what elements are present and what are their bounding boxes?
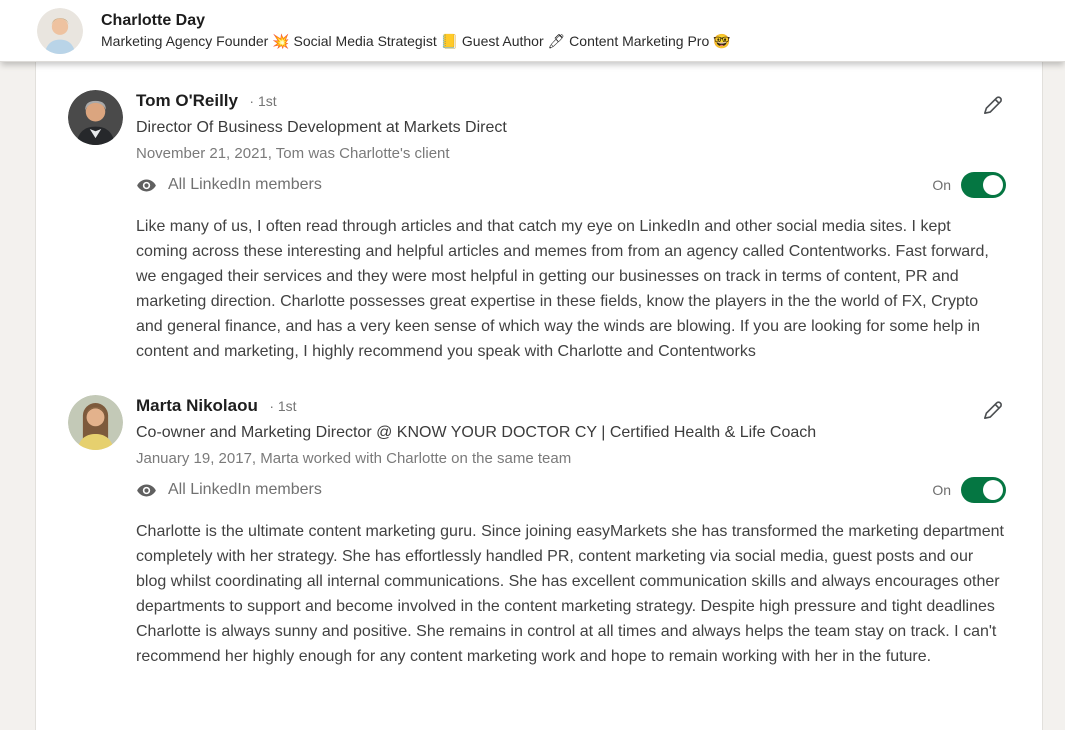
charlotte-avatar[interactable] xyxy=(37,8,83,54)
sticky-profile-header[interactable] xyxy=(0,0,1065,62)
recommender-info xyxy=(136,90,507,163)
eye-icon xyxy=(136,480,157,501)
toggle-knob xyxy=(983,480,1003,500)
charlotte-avatar-image xyxy=(37,8,83,54)
pencil-icon xyxy=(981,399,1004,422)
visibility-toggle[interactable] xyxy=(961,477,1006,503)
tom-avatar-image xyxy=(68,90,123,145)
recommendation-context: January 19, 2017, Marta worked with Charlotte on the same team xyxy=(136,450,572,467)
recommender-name[interactable]: Tom O'Reilly xyxy=(136,91,238,110)
toggle-state-label: On xyxy=(932,482,951,498)
connection-degree: · 1st xyxy=(249,93,277,109)
pencil-icon xyxy=(981,94,1004,117)
eye-icon xyxy=(136,175,157,196)
recommendation-text: Charlotte is the ultimate content marketing guru. Since joining easyMarkets she has transformed the marketing department completely with her strategy. She has effortlessly handled PR, content marketing via social media, guest posts and our blog whilst coordinating all internal communications. She has excellent communication skills and always encourages other departments to support and become involved in the content marketing strategy. Despite high pressure and tight deadlines Charlotte is always sunny and positive. She remains in control at all times and always helps the team stay on track. I can't recommend her highly enough for any content marketing work and hope to remain working with her in the future. xyxy=(136,523,1004,665)
recommendation-item xyxy=(68,90,1006,364)
recommendation-context: November 21, 2021, Tom was Charlotte's client xyxy=(136,145,450,162)
edit-recommendation-button[interactable] xyxy=(979,397,1006,427)
recommender-name[interactable]: Marta Nikolaou xyxy=(136,396,258,415)
profile-headline: Marketing Agency Founder 💥 Social Media Strategist 📒 Guest Author 🖊 Content Marketing Pro 🤓 xyxy=(101,33,731,49)
marta-avatar-image xyxy=(68,395,123,450)
profile-name[interactable]: Charlotte Day xyxy=(101,12,206,29)
edit-recommendation-button[interactable] xyxy=(979,92,1006,122)
received-recommendations-card xyxy=(35,62,1043,730)
recommender-headline: Director Of Business Development at Markets Direct xyxy=(136,119,507,136)
connection-degree: · 1st xyxy=(269,398,297,414)
tom-avatar[interactable] xyxy=(68,90,123,145)
recommendation-text: Like many of us, I often read through articles and that catch my eye on LinkedIn and other social media sites. I kept coming across these interesting and helpful articles and memes from from an agency called Contentworks. Fast forward, we engaged their services and they were most helpful in getting our businesses on track in terms of content, PR and marketing direction. Charlotte possesses great expertise in these fields, know the players in the the world of FX, Crypto and general finance, and has a very keen sense of which way the winds are blowing. If you are looking for some help in content and marketing, I highly recommend you speak with Charlotte and Contentworks xyxy=(136,218,989,360)
visibility-setting xyxy=(136,480,322,501)
visibility-setting xyxy=(136,175,322,196)
marta-avatar[interactable] xyxy=(68,395,123,450)
recommendation-item xyxy=(68,395,1006,669)
header-profile-text xyxy=(101,11,731,50)
toggle-knob xyxy=(983,175,1003,195)
visibility-toggle[interactable] xyxy=(961,172,1006,198)
recommender-info xyxy=(136,395,816,468)
toggle-state-label: On xyxy=(932,177,951,193)
recommender-headline: Co-owner and Marketing Director @ KNOW YOUR DOCTOR CY | Certified Health & Life Coach xyxy=(136,424,817,441)
visibility-label: All LinkedIn members xyxy=(168,176,322,193)
visibility-label: All LinkedIn members xyxy=(168,481,322,498)
